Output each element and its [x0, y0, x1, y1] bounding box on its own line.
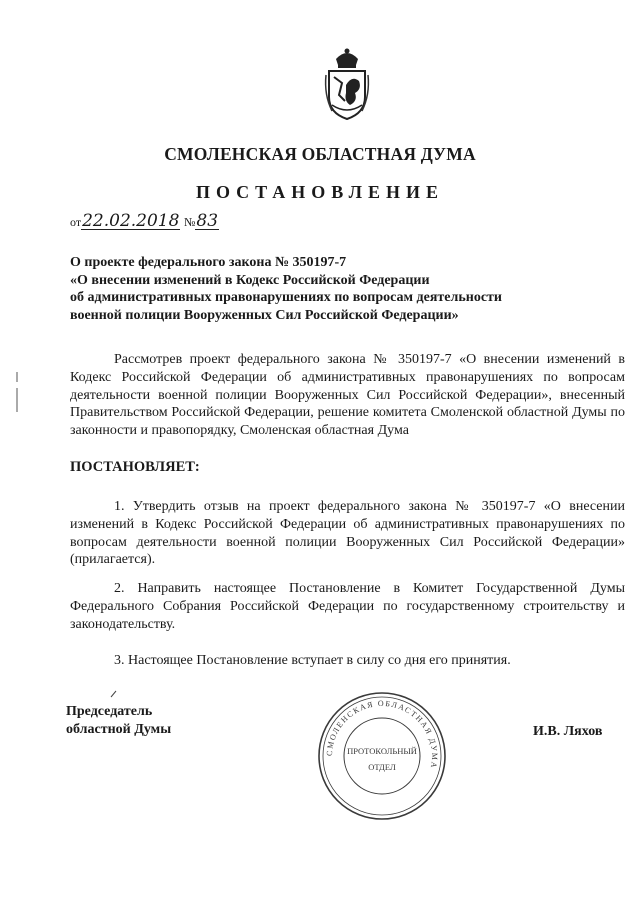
- pen-tick-mark: [110, 690, 118, 698]
- subject-line: О проекте федерального закона № 350197-7: [70, 255, 347, 270]
- resolution-item-2: 2. Направить настоящее Постановление в Комитет Государственной Думы Федерального Собрания Российской Федерации по государственному строительству и законодательству.: [70, 581, 625, 632]
- signatory-title: Председатель областной Думы: [66, 704, 172, 737]
- resolution-item-1: 1. Утвердить отзыв на проект федерального закона № 350197-7 «О внесении изменений в Кодекс Российской Федерации об административных правонарушениях по вопросам деятельности военной полиции Вооруженных Сил Российской Федерации» (прилагается).: [70, 499, 625, 568]
- organization-title: СМОЛЕНСКАЯ ОБЛАСТНАЯ ДУМА: [164, 144, 476, 164]
- signatory-name: И.В. Ляхов: [533, 724, 603, 739]
- stamp-center-line1: ПРОТОКОЛЬНЫЙ: [347, 746, 417, 756]
- handwritten-date: 22.02.2018: [82, 211, 180, 231]
- svg-text:СМОЛЕНСКАЯ ОБЛАСТНАЯ ДУМА: [325, 699, 439, 770]
- preamble-paragraph: Рассмотрев проект федерального закона № 350197-7 «О внесении изменений в Кодекс Российской Федерации об административных правонарушениях по вопросам деятельности военной полиции Вооруженных Сил Российской Федерации», внесенный Правительством Российской Федерации, решение комитета Смоленской областной Думы по законности и правопорядку, Смоленская областная Дума: [70, 352, 625, 439]
- subject-line: военной полиции Вооруженных Сил Российской Федерации»: [70, 307, 459, 323]
- subject-line: «О внесении изменений в Кодекс Российской Федерации: [70, 272, 430, 288]
- stamp-ring-text: СМОЛЕНСКАЯ ОБЛАСТНАЯ ДУМА: [324, 698, 440, 770]
- date-number-line: [70, 213, 219, 231]
- document-type-title: ПОСТАНОВЛЕНИЕ: [195, 182, 445, 202]
- document-subject: [70, 254, 570, 324]
- handwritten-number: 83: [196, 211, 219, 231]
- stamp-center-line2: ОТДЕЛ: [368, 762, 396, 772]
- resolution-item-3: 3. Настоящее Постановление вступает в силу со дня его принятия.: [114, 653, 511, 668]
- date-prefix: от: [70, 215, 82, 229]
- subject-line: об административных правонарушениях по вопросам деятельности: [70, 290, 502, 305]
- round-seal-stamp-icon: [316, 690, 448, 822]
- smolensk-coat-of-arms-icon: [322, 45, 372, 125]
- resolves-heading: ПОСТАНОВЛЯЕТ:: [70, 459, 200, 475]
- margin-pen-mark: [14, 372, 20, 412]
- number-prefix: №: [183, 215, 196, 229]
